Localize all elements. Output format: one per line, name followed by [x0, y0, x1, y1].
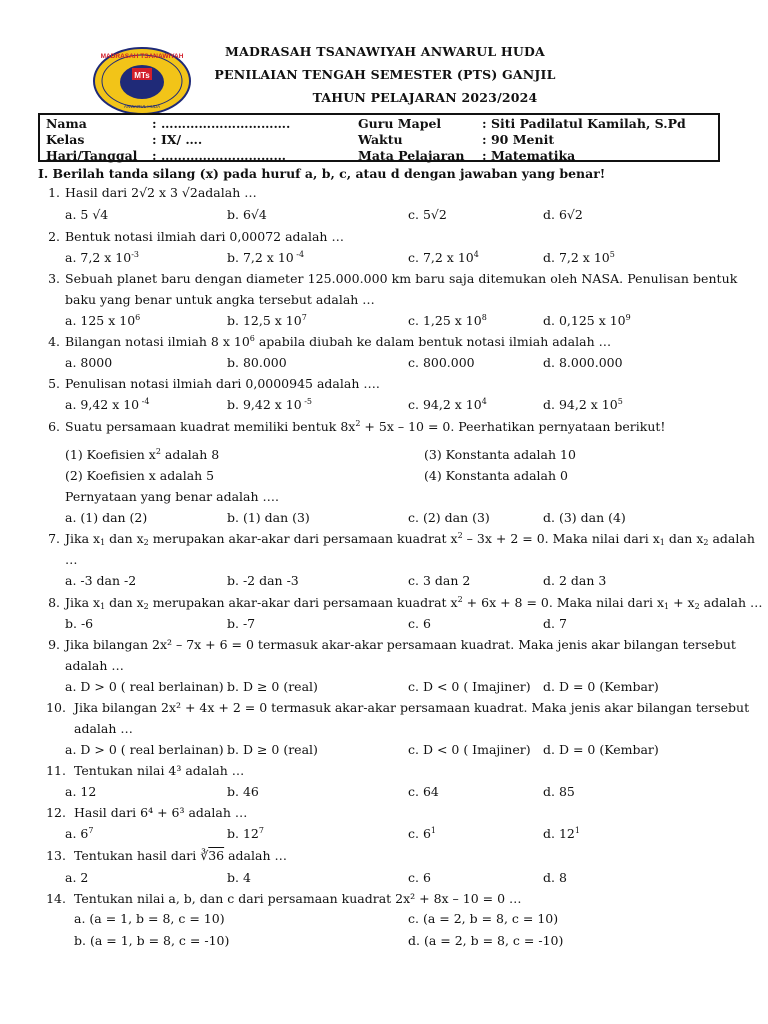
question-6: Suatu persamaan kuadrat memiliki bentuk $8x^2 + 5x - 10 = 0$. Peerhatikan pernyataan berikut! — [65, 419, 666, 434]
waktu-label: Waktu — [358, 132, 403, 147]
option-11d[interactable]: d. 85 — [543, 784, 575, 799]
option-1b[interactable]: b. 6√4 — [227, 207, 267, 222]
guru-label: Guru Mapel — [358, 116, 442, 131]
option-3b[interactable]: b. 12,5 x $10^7$ — [227, 313, 307, 328]
option-9a[interactable]: a. D > 0 ( real berlainan) — [65, 679, 224, 694]
question-number: 10. — [46, 700, 66, 715]
option-10a[interactable]: a. D > 0 ( real berlainan) — [65, 742, 224, 757]
option-5a[interactable]: a. 9,42 x 10 $^{-4}$ — [65, 397, 150, 412]
option-6d[interactable]: d. (3) dan (4) — [543, 510, 626, 525]
option-1d[interactable]: d. 6√2 — [543, 207, 583, 222]
academic-year: TAHUN PELAJARAN 2023/2024 — [312, 90, 538, 105]
option-3c[interactable]: c. 1,25 x $10^8$ — [408, 313, 487, 328]
question-9-line1: Jika bilangan 2x² – 7x + 6 = 0 termasuk akar-akar persamaan kuadrat. Maka jenis akar bilangan tersebut — [65, 637, 736, 652]
option-4a[interactable]: a. 8000 — [65, 355, 113, 370]
option-1c[interactable]: c. 5√2 — [408, 207, 447, 222]
question-7-line2: … — [65, 552, 78, 567]
option-11a[interactable]: a. 12 — [65, 784, 97, 799]
question-number: 4. — [48, 334, 60, 349]
option-13d[interactable]: d. 8 — [543, 870, 567, 885]
option-1a[interactable]: a. 5 √4 — [65, 207, 109, 222]
question-number: 9. — [48, 637, 60, 652]
question-9-line2: adalah … — [65, 658, 124, 673]
option-8a[interactable]: b. -6 — [65, 616, 94, 631]
option-3a[interactable]: a. 125 x $10^6$ — [65, 313, 141, 328]
option-9d[interactable]: d. D = 0 (Kembar) — [543, 679, 659, 694]
question-11: Tentukan nilai 4³ adalah … — [74, 763, 245, 778]
option-6b[interactable]: b. (1) dan (3) — [227, 510, 310, 525]
option-5c[interactable]: c. 94,2 x $10^4$ — [408, 397, 487, 412]
nama-label: Nama — [46, 116, 87, 131]
option-3d[interactable]: d. 0,125 x $10^9$ — [543, 313, 631, 328]
option-14a[interactable]: a. (a = 1, b = 8, c = 10) — [74, 911, 225, 926]
question-10-line1: Jika bilangan 2x² + 4x + 2 = 0 termasuk akar-akar persamaan kuadrat. Maka jenis akar bilangan tersebut — [74, 700, 750, 715]
question-number: 1. — [48, 185, 60, 200]
question-number: 8. — [48, 595, 60, 610]
option-10d[interactable]: d. D = 0 (Kembar) — [543, 742, 659, 757]
option-5d[interactable]: d. 94,2 x $10^5$ — [543, 397, 623, 412]
mapel-value: : Matematika — [482, 148, 576, 163]
question-12: Hasil dari 6⁴ + 6³ adalah … — [74, 805, 248, 820]
question-number: 6. — [48, 419, 60, 434]
option-4b[interactable]: b. 80.000 — [227, 355, 287, 370]
option-14b[interactable]: b. (a = 1, b = 8, c = -10) — [74, 933, 230, 948]
option-6a[interactable]: a. (1) dan (2) — [65, 510, 148, 525]
student-info-box — [38, 113, 720, 162]
statement-2: (2) Koefisien x adalah 5 — [65, 468, 215, 483]
logo-center-text: MTs — [134, 71, 150, 80]
statement-1: (1) Koefisien $x^2$ adalah 8 — [65, 447, 220, 462]
option-7d[interactable]: d. 2 dan 3 — [543, 573, 607, 588]
option-12a[interactable]: a. $6^7$ — [65, 826, 94, 841]
nama-field: : …………………………. — [152, 116, 291, 131]
option-14d[interactable]: d. (a = 2, b = 8, c = -10) — [408, 933, 564, 948]
option-5b[interactable]: b. 9,42 x 10 $^{-5}$ — [227, 397, 313, 412]
option-9c[interactable]: c. D < 0 ( Imajiner) — [408, 679, 531, 694]
kelas-label: Kelas — [46, 132, 85, 147]
question-number: 2. — [48, 229, 60, 244]
question-3-line2: baku yang benar untuk angka tersebut adalah … — [65, 292, 375, 307]
option-7a[interactable]: a. -3 dan -2 — [65, 573, 137, 588]
question-number: 14. — [46, 891, 66, 906]
option-4c[interactable]: c. 800.000 — [408, 355, 475, 370]
question-number: 7. — [48, 531, 60, 546]
exam-title: PENILAIAN TENGAH SEMESTER (PTS) GANJIL — [214, 67, 556, 82]
option-8d[interactable]: d. 7 — [543, 616, 567, 631]
option-2a[interactable]: a. 7,2 x $10^{-3}$ — [65, 250, 139, 265]
question-1: Hasil dari 2√2 x 3 √2adalah … — [65, 185, 257, 200]
option-9b[interactable]: b. D ≥ 0 (real) — [227, 679, 318, 694]
option-6c[interactable]: c. (2) dan (3) — [408, 510, 490, 525]
option-8c[interactable]: c. 6 — [408, 616, 431, 631]
question-6-prompt: Pernyataan yang benar adalah …. — [65, 489, 279, 504]
logo-top-text: MADRASAH TSANAWIYAH — [100, 53, 184, 60]
hari-field: : ………………………… — [152, 148, 286, 163]
question-3-line1: Sebuah planet baru dengan diameter 125.000.000 km baru saja ditemukan oleh NASA. Penulisan bentuk — [65, 271, 738, 286]
option-13b[interactable]: b. 4 — [227, 870, 251, 885]
option-2d[interactable]: d. 7,2 x $10^5$ — [543, 250, 615, 265]
guru-value: : Siti Padilatul Kamilah, S.Pd — [482, 116, 686, 131]
kelas-field: : IX/ …. — [152, 132, 203, 147]
question-8: Jika $x_1$ dan $x_2$ merupakan akar-akar dari persamaan kuadrat $x^2 + 6x + 8 = 0$. Maka nilai dari $x_1 + x_2$ adalah … — [65, 595, 763, 611]
question-number: 13. — [46, 848, 66, 863]
question-7: Jika $x_1$ dan $x_2$ merupakan akar-akar dari persamaan kuadrat $x^2 - 3x + 2 = 0$. Maka nilai dari $x_1$ dan $x_2$ adalah — [65, 531, 755, 547]
option-14c[interactable]: c. (a = 2, b = 8, c = 10) — [408, 911, 559, 926]
option-10b[interactable]: b. D ≥ 0 (real) — [227, 742, 318, 757]
option-11b[interactable]: b. 46 — [227, 784, 259, 799]
option-10c[interactable]: c. D < 0 ( Imajiner) — [408, 742, 531, 757]
option-8b[interactable]: b. -7 — [227, 616, 256, 631]
school-name: MADRASAH TSANAWIYAH ANWARUL HUDA — [225, 44, 545, 59]
option-12d[interactable]: d. $12^1$ — [543, 826, 580, 841]
option-2b[interactable]: b. 7,2 x 10 $^{-4}$ — [227, 250, 305, 265]
question-13: Tentukan hasil dari ∛36 adalah … — [74, 848, 287, 863]
section-instruction: I. Berilah tanda silang (x) pada huruf a, b, c, atau d dengan jawaban yang benar! — [38, 166, 606, 181]
option-7b[interactable]: b. -2 dan -3 — [227, 573, 299, 588]
option-11c[interactable]: c. 64 — [408, 784, 439, 799]
hari-label: Hari/Tanggal — [46, 148, 138, 163]
question-14: Tentukan nilai a, b, dan c dari persamaan kuadrat 2x² + 8x – 10 = 0 … — [74, 891, 522, 906]
option-2c[interactable]: c. 7,2 x $10^4$ — [408, 250, 479, 265]
mapel-label: Mata Pelajaran — [358, 148, 465, 163]
statement-3: (3) Konstanta adalah 10 — [424, 447, 576, 462]
question-5: Penulisan notasi ilmiah dari 0,0000945 adalah …. — [65, 376, 380, 391]
option-13a[interactable]: a. 2 — [65, 870, 89, 885]
question-number: 12. — [46, 805, 66, 820]
question-10-line2: adalah … — [74, 721, 133, 736]
option-13c[interactable]: c. 6 — [408, 870, 431, 885]
waktu-value: : 90 Menit — [482, 132, 555, 147]
question-2: Bentuk notasi ilmiah dari 0,00072 adalah … — [65, 229, 344, 244]
option-12b[interactable]: b. $12^7$ — [227, 826, 264, 841]
option-7c[interactable]: c. 3 dan 2 — [408, 573, 471, 588]
logo-bottom-text: ANWARUL HUDA — [123, 104, 161, 109]
option-4d[interactable]: d. 8.000.000 — [543, 355, 623, 370]
question-number: 3. — [48, 271, 60, 286]
question-number: 5. — [48, 376, 60, 391]
question-number: 11. — [46, 763, 66, 778]
question-4: Bilangan notasi ilmiah 8 x $10^6$ apabila diubah ke dalam bentuk notasi ilmiah adalah … — [65, 334, 612, 349]
option-12c[interactable]: c. $6^1$ — [408, 826, 436, 841]
statement-4: (4) Konstanta adalah 0 — [424, 468, 568, 483]
school-logo — [92, 46, 192, 116]
